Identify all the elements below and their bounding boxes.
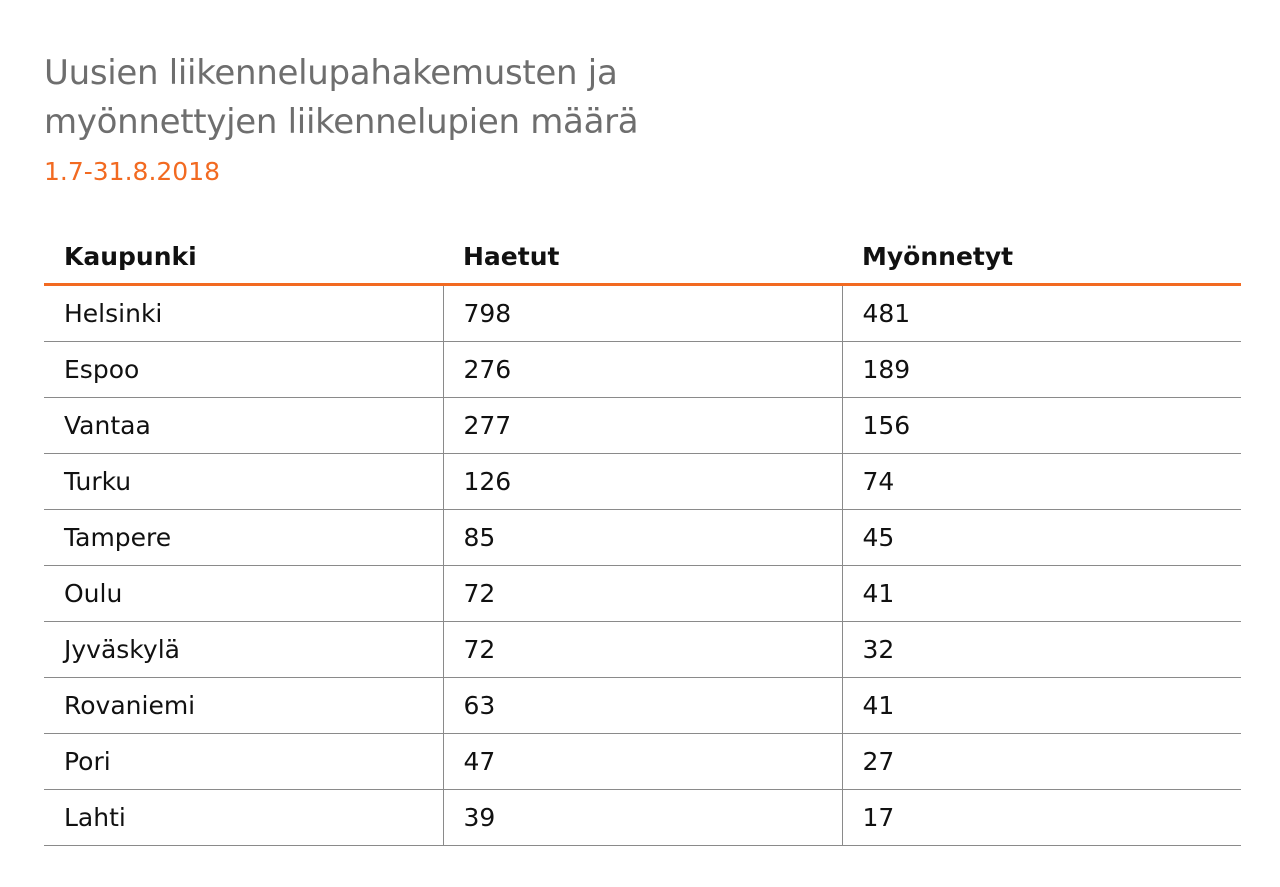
applied-cell: 85 xyxy=(443,510,842,566)
applied-cell: 276 xyxy=(443,342,842,398)
table-row xyxy=(44,790,1241,846)
title-line-1: Uusien liikennelupahakemusten ja xyxy=(44,53,618,93)
header-row xyxy=(44,229,1241,285)
table-row xyxy=(44,510,1241,566)
permits-table xyxy=(44,229,1241,846)
applied-column-header: Haetut xyxy=(443,229,842,285)
table-row xyxy=(44,678,1241,734)
city-cell: Turku xyxy=(44,454,443,510)
applied-cell: 72 xyxy=(443,566,842,622)
granted-cell: 156 xyxy=(842,398,1241,454)
granted-cell: 45 xyxy=(842,510,1241,566)
granted-cell: 17 xyxy=(842,790,1241,846)
table-row xyxy=(44,566,1241,622)
table-body xyxy=(44,285,1241,846)
granted-cell: 481 xyxy=(842,285,1241,342)
city-cell: Espoo xyxy=(44,342,443,398)
city-cell: Jyväskylä xyxy=(44,622,443,678)
city-cell: Vantaa xyxy=(44,398,443,454)
title-line-2: myönnettyjen liikennelupien määrä xyxy=(44,102,639,142)
city-cell: Lahti xyxy=(44,790,443,846)
applied-cell: 47 xyxy=(443,734,842,790)
applied-cell: 72 xyxy=(443,622,842,678)
applied-cell: 126 xyxy=(443,454,842,510)
city-cell: Tampere xyxy=(44,510,443,566)
city-cell: Rovaniemi xyxy=(44,678,443,734)
granted-column-header: Myönnetyt xyxy=(842,229,1241,285)
city-cell: Helsinki xyxy=(44,285,443,342)
table-row xyxy=(44,342,1241,398)
applied-cell: 39 xyxy=(443,790,842,846)
granted-cell: 41 xyxy=(842,566,1241,622)
table-row xyxy=(44,285,1241,342)
granted-cell: 189 xyxy=(842,342,1241,398)
table-header xyxy=(44,229,1241,285)
granted-cell: 27 xyxy=(842,734,1241,790)
page-title xyxy=(44,49,944,147)
city-cell: Pori xyxy=(44,734,443,790)
applied-cell: 277 xyxy=(443,398,842,454)
city-column-header: Kaupunki xyxy=(44,229,443,285)
table-row xyxy=(44,398,1241,454)
granted-cell: 32 xyxy=(842,622,1241,678)
city-cell: Oulu xyxy=(44,566,443,622)
applied-cell: 63 xyxy=(443,678,842,734)
date-range-subtitle: 1.7-31.8.2018 xyxy=(44,157,221,186)
table-row xyxy=(44,734,1241,790)
granted-cell: 41 xyxy=(842,678,1241,734)
table-row xyxy=(44,622,1241,678)
granted-cell: 74 xyxy=(842,454,1241,510)
table-row xyxy=(44,454,1241,510)
applied-cell: 798 xyxy=(443,285,842,342)
